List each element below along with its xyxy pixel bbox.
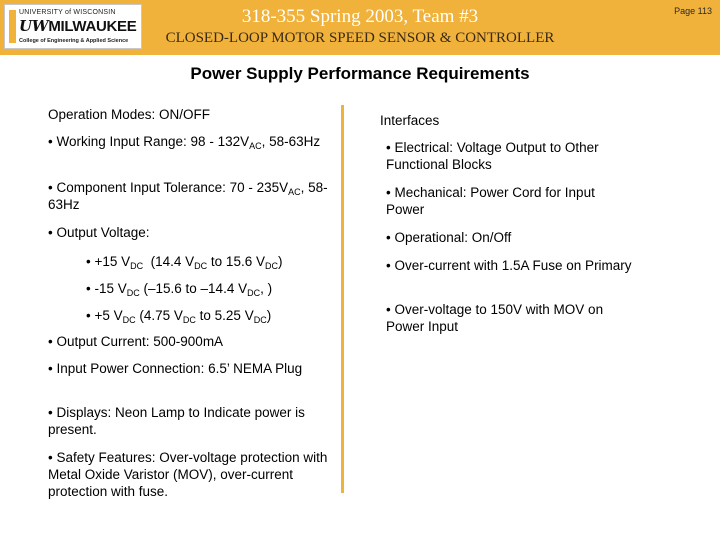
tolerance-freq: , 58- 63Hz bbox=[48, 180, 328, 212]
course-title: 318-355 Spring 2003, Team #3 bbox=[241, 6, 479, 27]
vneg15-b: DC bbox=[126, 288, 140, 298]
operation-modes: Operation Modes: ON/OFF bbox=[48, 107, 211, 122]
working-input-range bbox=[48, 133, 320, 150]
project-title: CLOSED-LOOP MOTOR SPEED SENSOR & CONTROLLER bbox=[165, 30, 555, 46]
v5-f: DC bbox=[253, 315, 267, 325]
tolerance-sub: AC bbox=[288, 187, 301, 197]
output-current: • Output Current: 500-900mA bbox=[48, 334, 224, 349]
vneg15-d: DC bbox=[247, 288, 261, 298]
v5-e: to 5.25 V bbox=[195, 308, 254, 323]
working-range-freq: , 58-63Hz bbox=[261, 134, 321, 149]
interface-mechanical: • Mechanical: Power Cord for Input Power bbox=[386, 185, 595, 217]
logo-milwaukee: MILWAUKEE bbox=[48, 18, 137, 35]
interface-overcurrent: • Over-current with 1.5A Fuse on Primary bbox=[386, 258, 632, 273]
interface-overvoltage: • Over-voltage to 150V with MOV on Power Input bbox=[386, 302, 604, 334]
working-range-sub: AC bbox=[249, 141, 262, 151]
logo-uw: UW bbox=[19, 17, 49, 35]
v5-c: (4.75 V bbox=[135, 308, 183, 323]
v15-c: (14.4 V bbox=[143, 254, 195, 269]
input-power-connection: • Input Power Connection: 6.5’ NEMA Plug bbox=[48, 361, 303, 376]
interface-electrical: • Electrical: Voltage Output to Other Functional Blocks bbox=[386, 140, 599, 172]
v15-b: DC bbox=[130, 261, 144, 271]
v5-b: DC bbox=[122, 315, 136, 325]
logo-college-text: College of Engineering & Applied Science bbox=[19, 38, 129, 44]
vneg15-a: • -15 V bbox=[86, 281, 127, 296]
vneg15-c: (–15.6 to –14.4 V bbox=[139, 281, 248, 296]
voltage-plus15 bbox=[86, 253, 336, 270]
vneg15-e: , ) bbox=[260, 281, 273, 296]
logo-university-text: UNIVERSITY of WISCONSIN bbox=[19, 9, 116, 16]
slide-title: Power Supply Performance Requirements bbox=[190, 64, 530, 83]
displays: • Displays: Neon Lamp to Indicate power is present. bbox=[48, 405, 305, 437]
working-range-text: • Working Input Range: 98 - 132V bbox=[48, 134, 250, 149]
v5-d: DC bbox=[182, 315, 196, 325]
safety-features: • Safety Features: Over-voltage protection with Metal Oxide Varistor (MOV), over-current protection with fuse. bbox=[48, 450, 328, 499]
v15-f: DC bbox=[264, 261, 278, 271]
v15-a: • +15 V bbox=[86, 254, 131, 269]
interfaces-heading: Interfaces bbox=[380, 113, 440, 128]
v15-e: to 15.6 V bbox=[207, 254, 265, 269]
output-voltage: • Output Voltage: bbox=[48, 225, 150, 240]
header-bar bbox=[0, 0, 720, 55]
v5-g: ) bbox=[266, 308, 272, 323]
v15-g: ) bbox=[277, 254, 283, 269]
v15-d: DC bbox=[194, 261, 208, 271]
column-divider bbox=[341, 105, 344, 493]
component-input-tolerance bbox=[48, 179, 328, 213]
voltage-plus5 bbox=[86, 307, 336, 324]
interface-operational: • Operational: On/Off bbox=[386, 230, 512, 245]
v5-a: • +5 V bbox=[86, 308, 123, 323]
tolerance-text: • Component Input Tolerance: 70 - 235V bbox=[48, 180, 289, 195]
page-number: Page 113 bbox=[674, 6, 712, 16]
voltage-minus15 bbox=[86, 280, 336, 297]
